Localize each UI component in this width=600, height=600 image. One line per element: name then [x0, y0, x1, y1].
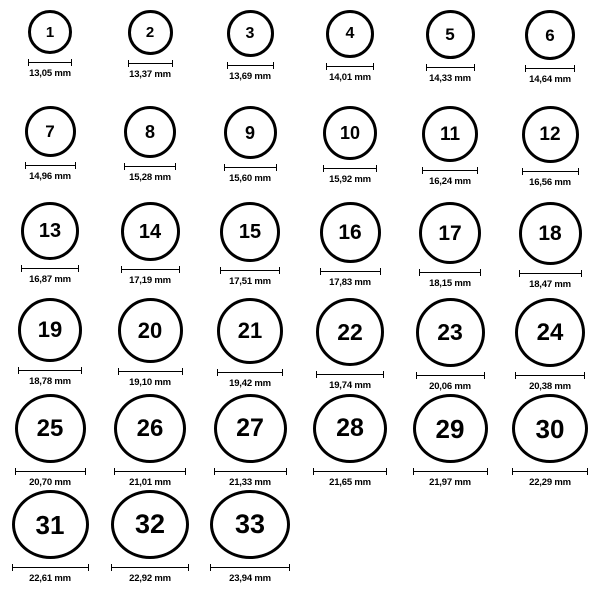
- dimension-bar: [25, 165, 76, 166]
- ring-size-label: 24: [536, 318, 564, 346]
- ring-size-cell: [500, 392, 600, 488]
- ring-diameter-text: 15,60 mm: [229, 173, 271, 184]
- dimension-bar: [512, 471, 588, 472]
- dimension-line-icon: [12, 564, 89, 571]
- dimension-line-icon: [25, 162, 76, 169]
- dimension-bar: [111, 567, 189, 568]
- ring-size-cell: [300, 8, 400, 104]
- ring-size-label: 30: [535, 413, 565, 444]
- ring-circle: [124, 106, 176, 158]
- dimension-line-icon: [419, 269, 481, 276]
- dimension-bar: [224, 167, 277, 168]
- ring-size-cell: [0, 8, 100, 104]
- dimension-bar: [217, 372, 283, 373]
- dimension-line-icon: [128, 60, 173, 67]
- ring-dimension: [426, 64, 475, 84]
- dimension-line-icon: [124, 163, 176, 170]
- dimension-bar: [313, 471, 387, 472]
- ring-dimension: [413, 468, 488, 488]
- dimension-line-icon: [220, 267, 280, 274]
- ring-diameter-text: 18,15 mm: [429, 278, 471, 289]
- ring-size-cell: [100, 104, 200, 200]
- ring-size-cell: [0, 104, 100, 200]
- dimension-bar: [416, 375, 485, 376]
- ring-size-label: 4: [345, 25, 355, 42]
- ring-dimension: [326, 63, 374, 83]
- ring-dimension: [124, 163, 176, 183]
- dimension-bar: [515, 375, 585, 376]
- ring-dimension: [121, 266, 180, 286]
- dimension-line-icon: [515, 372, 585, 379]
- ring-size-label: 25: [36, 414, 64, 442]
- ring-dimension: [128, 60, 173, 80]
- ring-circle: [419, 202, 481, 264]
- ring-circle: [515, 298, 585, 367]
- ring-diameter-text: 23,94 mm: [229, 573, 271, 584]
- ring-circle: [426, 10, 475, 59]
- ring-diameter-text: 22,61 mm: [29, 573, 71, 584]
- ring-dimension: [227, 62, 274, 82]
- ring-size-label: 29: [435, 413, 465, 444]
- ring-circle: [18, 298, 82, 362]
- ring-size-label: 17: [438, 221, 462, 245]
- ring-diameter-text: 19,42 mm: [229, 378, 271, 389]
- ring-dimension: [419, 269, 481, 289]
- dimension-bar: [12, 567, 89, 568]
- dimension-bar: [326, 66, 374, 67]
- dimension-line-icon: [214, 468, 287, 475]
- ring-size-label: 6: [545, 25, 555, 45]
- dimension-bar: [214, 471, 287, 472]
- dimension-line-icon: [413, 468, 488, 475]
- dimension-bar: [18, 370, 82, 371]
- ring-diameter-text: 19,10 mm: [129, 377, 171, 388]
- dimension-bar: [419, 272, 481, 273]
- ring-size-cell: [300, 296, 400, 392]
- ring-diameter-text: 22,92 mm: [129, 573, 171, 584]
- ring-dimension: [111, 564, 189, 584]
- dimension-bar: [114, 471, 186, 472]
- ring-size-cell: [200, 488, 300, 584]
- ring-diameter-text: 14,64 mm: [529, 74, 571, 85]
- dimension-bar: [121, 269, 180, 270]
- ring-circle: [214, 394, 287, 463]
- ring-dimension: [525, 65, 575, 85]
- ring-circle: [525, 10, 575, 60]
- ring-dimension: [21, 265, 79, 285]
- ring-circle: [413, 394, 488, 463]
- ring-size-label: 9: [244, 122, 255, 143]
- dimension-line-icon: [522, 168, 579, 175]
- ring-dimension: [15, 468, 86, 488]
- ring-diameter-text: 15,28 mm: [129, 172, 171, 183]
- dimension-line-icon: [227, 62, 274, 69]
- ring-diameter-text: 13,05 mm: [29, 68, 71, 79]
- ring-diameter-text: 21,65 mm: [329, 477, 371, 488]
- ring-circle: [15, 394, 86, 463]
- dimension-line-icon: [326, 63, 374, 70]
- ring-size-label: 18: [538, 222, 562, 245]
- ring-diameter-text: 22,29 mm: [529, 477, 571, 488]
- ring-dimension: [519, 270, 582, 290]
- ring-size-cell: [200, 200, 300, 296]
- ring-diameter-text: 20,38 mm: [529, 381, 571, 392]
- ring-size-label: 32: [134, 509, 166, 539]
- dimension-bar: [426, 67, 475, 68]
- ring-size-cell: [400, 104, 500, 200]
- dimension-line-icon: [320, 268, 381, 275]
- dimension-line-icon: [217, 369, 283, 376]
- dimension-line-icon: [121, 266, 180, 273]
- ring-circle: [320, 202, 381, 263]
- ring-diameter-text: 17,51 mm: [229, 276, 271, 287]
- dimension-line-icon: [313, 468, 387, 475]
- ring-size-cell: [100, 392, 200, 488]
- dimension-line-icon: [114, 468, 186, 475]
- ring-circle: [522, 106, 579, 163]
- ring-size-label: 5: [445, 25, 455, 44]
- ring-dimension: [114, 468, 186, 488]
- ring-circle: [326, 10, 374, 58]
- ring-size-cell: [300, 104, 400, 200]
- ring-size-cell: [300, 200, 400, 296]
- ring-dimension: [210, 564, 290, 584]
- ring-circle: [12, 490, 89, 559]
- ring-dimension: [316, 371, 384, 391]
- ring-size-label: 15: [238, 221, 262, 243]
- dimension-line-icon: [21, 265, 79, 272]
- ring-diameter-text: 17,19 mm: [129, 275, 171, 286]
- dimension-bar: [316, 374, 384, 375]
- ring-dimension: [416, 372, 485, 392]
- ring-size-cell: [300, 392, 400, 488]
- ring-circle: [416, 298, 485, 367]
- ring-size-cell: [400, 200, 500, 296]
- ring-size-label: 12: [539, 124, 561, 145]
- ring-size-cell: [400, 8, 500, 104]
- ring-size-label: 2: [145, 24, 155, 41]
- dimension-line-icon: [18, 367, 82, 374]
- ring-diameter-text: 13,37 mm: [129, 69, 171, 80]
- ring-diameter-text: 19,74 mm: [329, 380, 371, 391]
- dimension-bar: [28, 62, 72, 63]
- ring-circle: [111, 490, 189, 559]
- ring-circle: [28, 10, 72, 54]
- ring-size-label: 16: [338, 221, 362, 244]
- dimension-line-icon: [426, 64, 475, 71]
- ring-size-label: 20: [137, 317, 163, 343]
- ring-size-label: 23: [437, 319, 463, 345]
- dimension-bar: [422, 170, 478, 171]
- dimension-line-icon: [416, 372, 485, 379]
- ring-size-cell: [0, 392, 100, 488]
- ring-diameter-text: 14,01 mm: [329, 72, 371, 83]
- dimension-line-icon: [28, 59, 72, 66]
- ring-dimension: [323, 165, 377, 185]
- dimension-bar: [525, 68, 575, 69]
- ring-circle: [519, 202, 582, 265]
- dimension-bar: [413, 471, 488, 472]
- ring-diameter-text: 20,70 mm: [29, 477, 71, 488]
- ring-diameter-text: 21,97 mm: [429, 477, 471, 488]
- ring-diameter-text: 21,33 mm: [229, 477, 271, 488]
- dimension-line-icon: [422, 167, 478, 174]
- dimension-bar: [220, 270, 280, 271]
- dimension-line-icon: [118, 368, 183, 375]
- ring-size-cell: [0, 488, 100, 584]
- dimension-bar: [124, 166, 176, 167]
- ring-size-cell: [100, 488, 200, 584]
- ring-size-label: 26: [136, 414, 164, 442]
- ring-diameter-text: 20,06 mm: [429, 381, 471, 392]
- ring-size-cell: [500, 200, 600, 296]
- ring-size-cell: [200, 392, 300, 488]
- ring-size-cell: [500, 296, 600, 392]
- ring-size-cell: [200, 8, 300, 104]
- ring-circle: [323, 106, 377, 160]
- dimension-line-icon: [512, 468, 588, 475]
- ring-circle: [25, 106, 76, 157]
- ring-dimension: [220, 267, 280, 287]
- dimension-line-icon: [316, 371, 384, 378]
- ring-dimension: [12, 564, 89, 584]
- dimension-bar: [15, 471, 86, 472]
- dimension-line-icon: [15, 468, 86, 475]
- ring-diameter-text: 14,33 mm: [429, 73, 471, 84]
- ring-dimension: [522, 168, 579, 188]
- ring-dimension: [217, 369, 283, 389]
- ring-dimension: [422, 167, 478, 187]
- ring-circle: [512, 394, 588, 463]
- ring-diameter-text: 18,78 mm: [29, 376, 71, 387]
- ring-size-cell: [100, 8, 200, 104]
- dimension-bar: [323, 168, 377, 169]
- ring-size-label: 21: [237, 318, 263, 343]
- ring-size-label: 27: [236, 414, 264, 442]
- dimension-bar: [519, 273, 582, 274]
- ring-size-label: 28: [336, 414, 364, 442]
- ring-circle: [210, 490, 290, 559]
- dimension-bar: [21, 268, 79, 269]
- ring-dimension: [320, 268, 381, 288]
- ring-diameter-text: 14,96 mm: [29, 171, 71, 182]
- ring-circle: [118, 298, 183, 363]
- ring-size-cell: [200, 296, 300, 392]
- dimension-line-icon: [210, 564, 290, 571]
- ring-size-label: 33: [234, 509, 266, 539]
- ring-size-label: 14: [138, 220, 162, 243]
- ring-diameter-text: 16,56 mm: [529, 177, 571, 188]
- ring-circle: [316, 298, 384, 366]
- ring-circle: [128, 10, 173, 55]
- ring-circle: [313, 394, 387, 463]
- ring-circle: [422, 106, 478, 162]
- ring-dimension: [118, 368, 183, 388]
- ring-dimension: [224, 164, 277, 184]
- ring-dimension: [313, 468, 387, 488]
- ring-diameter-text: 18,47 mm: [529, 279, 571, 290]
- ring-size-cell: [100, 296, 200, 392]
- ring-dimension: [515, 372, 585, 392]
- ring-size-label: 22: [337, 318, 363, 345]
- ring-dimension: [18, 367, 82, 387]
- ring-size-cell: [500, 104, 600, 200]
- ring-size-label: 7: [45, 122, 55, 141]
- ring-size-cell: [0, 296, 100, 392]
- ring-size-cell: [100, 200, 200, 296]
- dimension-bar: [128, 63, 173, 64]
- ring-size-cell: [200, 104, 300, 200]
- dimension-line-icon: [224, 164, 277, 171]
- ring-circle: [220, 202, 280, 262]
- ring-dimension: [25, 162, 76, 182]
- ring-size-label: 19: [37, 317, 63, 342]
- ring-circle: [227, 10, 274, 57]
- ring-circle: [21, 202, 79, 260]
- ring-size-label: 3: [245, 24, 255, 42]
- dimension-bar: [118, 371, 183, 372]
- ring-diameter-text: 16,24 mm: [429, 176, 471, 187]
- ring-dimension: [512, 468, 588, 488]
- dimension-bar: [210, 567, 290, 568]
- dimension-line-icon: [519, 270, 582, 277]
- ring-diameter-text: 17,83 mm: [329, 277, 371, 288]
- dimension-line-icon: [111, 564, 189, 571]
- dimension-line-icon: [323, 165, 377, 172]
- ring-size-label: 13: [38, 220, 62, 242]
- ring-size-label: 8: [144, 122, 155, 142]
- ring-diameter-text: 16,87 mm: [29, 274, 71, 285]
- dimension-line-icon: [525, 65, 575, 72]
- ring-dimension: [214, 468, 287, 488]
- ring-size-label: 10: [339, 123, 361, 143]
- ring-circle: [217, 298, 283, 364]
- ring-size-label: 31: [35, 509, 65, 540]
- dimension-bar: [320, 271, 381, 272]
- ring-diameter-text: 15,92 mm: [329, 174, 371, 185]
- ring-size-label: 11: [439, 123, 461, 145]
- ring-diameter-text: 13,69 mm: [229, 71, 271, 82]
- ring-circle: [114, 394, 186, 463]
- ring-circle: [224, 106, 277, 159]
- dimension-bar: [522, 171, 579, 172]
- ring-size-cell: [500, 8, 600, 104]
- ring-size-cell: [0, 200, 100, 296]
- dimension-bar: [227, 65, 274, 66]
- ring-size-cell: [400, 296, 500, 392]
- ring-size-cell: [400, 392, 500, 488]
- ring-diameter-text: 21,01 mm: [129, 477, 171, 488]
- ring-size-label: 1: [45, 23, 55, 41]
- ring-dimension: [28, 59, 72, 79]
- ring-circle: [121, 202, 180, 261]
